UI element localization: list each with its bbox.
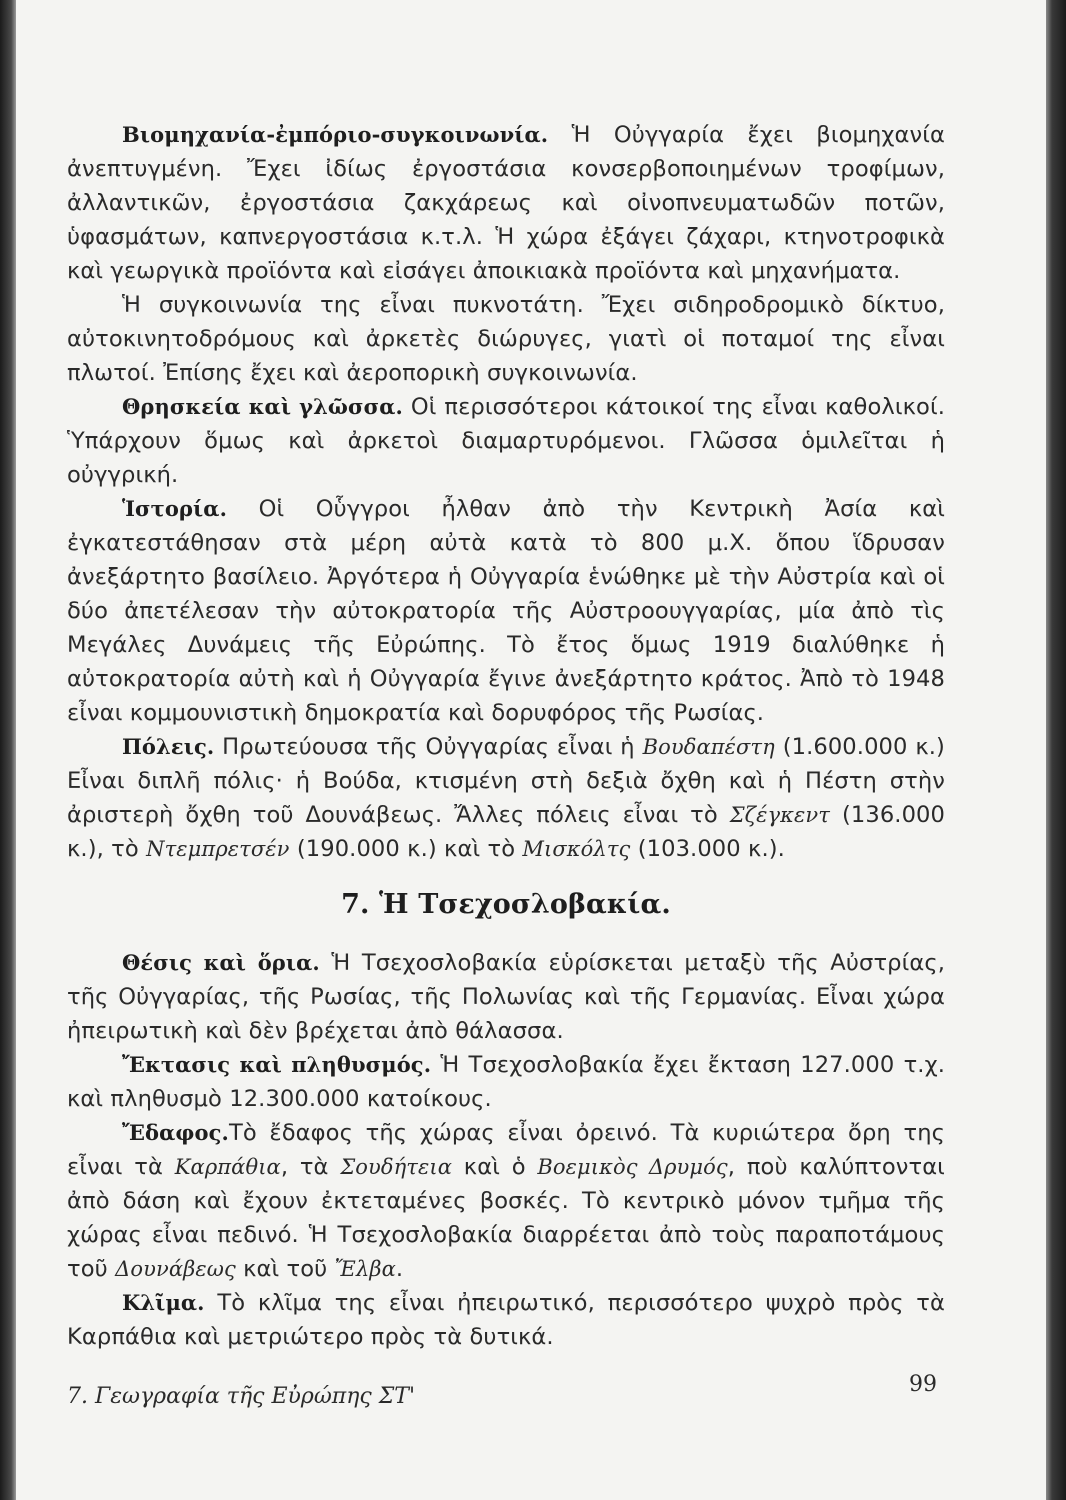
text-column [67,118,945,1354]
river-name: Ἔλβα [334,1257,396,1281]
paragraph-history [67,492,945,730]
paragraph-text: Τὸ ἔδαφος τῆς χώρας εἶναι ὀρεινό. Τὰ κυριώτερα ὄρη της εἶναι τὰ [67,1120,945,1180]
mountain-name: Σουδήτεια [340,1155,453,1179]
paragraph-text: , ποὺ καλύπτονται ἀπὸ δάση καὶ ἔχουν ἐκτεταμένες βοσκές. Τὸ κεντρικὸ μόνον τμῆμα τῆς χώρας εἶναι πεδινό. Ἡ Τσεχοσλοβακία διαρρέεται ἀπὸ τοὺς παραποτάμους τοῦ [67,1154,945,1282]
paragraph-religion [67,390,945,492]
paragraph-terrain [67,1116,945,1286]
paragraph-text: (136.000 κ.), τὸ [67,802,945,862]
paragraph-climate [67,1286,945,1354]
paragraph-title: Θρησκεία καὶ γλῶσσα. [122,394,403,419]
paragraph-text: Οἱ περισσότεροι κάτοικοί της εἶναι καθολικοί. Ὑπάρχουν ὅμως καὶ ἀρκετοὶ διαμαρτυρόμενοι. Γλῶσσα ὁμιλεῖται ἡ οὐγγρική. [67,394,945,488]
footer-signature: 7. Γεωγραφία τῆς Εὐρώπης ΣΤ' [67,1384,416,1409]
paragraph-text: καὶ ὁ [463,1154,526,1180]
paragraph-title: Βιομηχανία-ἐμπόριο-συγκοινωνία. [122,122,549,147]
paragraph-title: Ἱστορία. [122,496,227,521]
paragraph-text: Οἱ Οὗγγροι ἦλθαν ἀπὸ τὴν Κεντρικὴ Ἀσία καὶ ἐγκατεστάθησαν στὰ μέρη αὐτὰ κατὰ τὸ 800 μ.Χ. ὅπου ἵδρυσαν ἀνεξάρτητο βασίλειο. Ἀργότερα ἡ Οὐγγαρία ἑνώθηκε μὲ τὴν Αὐστρία καὶ οἱ δύο ἀπετέλεσαν τὴν αὐτοκρατορία τῆς Αὐστροουγγαρίας, μία ἀπὸ τὶς Μεγάλες Δυνάμεις τῆς Εὐρώπης. Τὸ ἔτος ὅμως 1919 διαλύθηκε ἡ αὐτοκρατορία αὐτὴ καὶ ἡ Οὐγγαρία ἔγινε ἀνεξάρτητο κράτος. Ἀπὸ τὸ 1948 εἶναι κομμουνιστικὴ δημοκρατία καὶ δορυφόρος τῆς Ρωσίας. [67,496,945,726]
paragraph-text: (103.000 κ.). [637,836,785,862]
paragraph-cities [67,730,945,866]
page-footer [67,1372,937,1412]
paragraph-text: Ἡ συγκοινωνία της εἶναι πυκνοτάτη. Ἔχει σιδηροδρομικὸ δίκτυο, αὐτοκινητοδρόμους καὶ ἀρκετὲς διώρυγες, γιατὶ οἱ ποταμοί της εἶναι πλωτοί. Ἐπίσης ἔχει καὶ ἀεροπορικὴ συγκοινωνία. [67,292,945,386]
paragraph-text: καὶ τοῦ [243,1256,328,1282]
paragraph-title: Ἔκτασις καὶ πληθυσμός. [122,1052,432,1077]
section-heading: 7. Ἡ Τσεχοσλοβακία. [341,889,671,920]
paragraph-industry [67,118,945,288]
paragraph-title: Κλῖμα. [122,1290,205,1315]
paragraph-text: Τὸ κλῖμα της εἶναι ἠπειρωτικό, περισσότερο ψυχρὸ πρὸς τὰ Καρπάθια καὶ μετριώτερο πρὸς τὰ δυτικά. [67,1290,945,1350]
paragraph-text: Πρωτεύουσα τῆς Οὐγγαρίας εἶναι ἡ [222,734,635,760]
paragraph-text: . [395,1256,404,1282]
river-name: Δουνάβεως [115,1257,236,1281]
paragraph-position [67,946,945,1048]
city-name: Βουδαπέστη [642,735,775,759]
mountain-name: Καρπάθια [174,1155,281,1179]
paragraph-communication [67,288,945,390]
paragraph-title: Ἔδαφος. [122,1120,229,1145]
paragraph-text: (1.600.000 κ.) Εἶναι διπλῆ πόλις· ἡ Βούδα, κτισμένη στὴ δεξιὰ ὄχθη καὶ ἡ Πέστη στὴν ἀριστερὴ ὄχθη τοῦ Δουνάβεως. Ἄλλες πόλεις εἶναι τὸ [67,734,945,828]
city-name: Μισκόλτς [522,837,631,861]
city-name: Ντεμπρετσέν [146,837,290,861]
paragraph-text: , τὰ [280,1154,329,1180]
city-name: Σζέγκεντ [729,803,831,827]
mountain-name: Βοεμικὸς Δρυμός [537,1155,728,1179]
paragraph-title: Θέσις καὶ ὅρια. [122,950,320,975]
scan-edge-right [1046,0,1066,1500]
paragraph-text: Ἡ Τσεχοσλοβακία ἔχει ἔκταση 127.000 τ.χ. καὶ πληθυσμὸ 12.300.000 κατοίκους. [67,1052,945,1112]
page-number: 99 [909,1372,937,1397]
paragraph-text: (190.000 κ.) καὶ τὸ [296,836,516,862]
paragraph-area [67,1048,945,1116]
paragraph-text: Ἡ Τσεχοσλοβακία εὑρίσκεται μεταξὺ τῆς Αὐστρίας, τῆς Οὐγγαρίας, τῆς Ρωσίας, τῆς Πολωνίας καὶ τῆς Γερμανίας. Εἶναι χώρα ἠπειρωτικὴ καὶ δὲν βρέχεται ἀπὸ θάλασσα. [67,950,945,1044]
scan-edge-left [0,0,16,1500]
paragraph-text: Ἡ Οὐγγαρία ἔχει βιομηχανία ἀνεπτυγμένη. Ἔχει ἰδίως ἐργοστάσια κονσερβοποιημένων τροφίμων, ἀλλαντικῶν, ἐργοστάσια ζακχάρεως καὶ οἰνοπνευματωδῶν ποτῶν, ὑφασμάτων, καπνεργοστάσια κ.τ.λ. Ἡ χώρα ἐξάγει ζάχαρι, κτηνοτροφικὰ καὶ γεωργικὰ προϊόντα καὶ εἰσάγει ἀποικιακὰ προϊόντα καὶ μηχανήματα. [67,122,945,284]
paragraph-title: Πόλεις. [122,734,215,759]
